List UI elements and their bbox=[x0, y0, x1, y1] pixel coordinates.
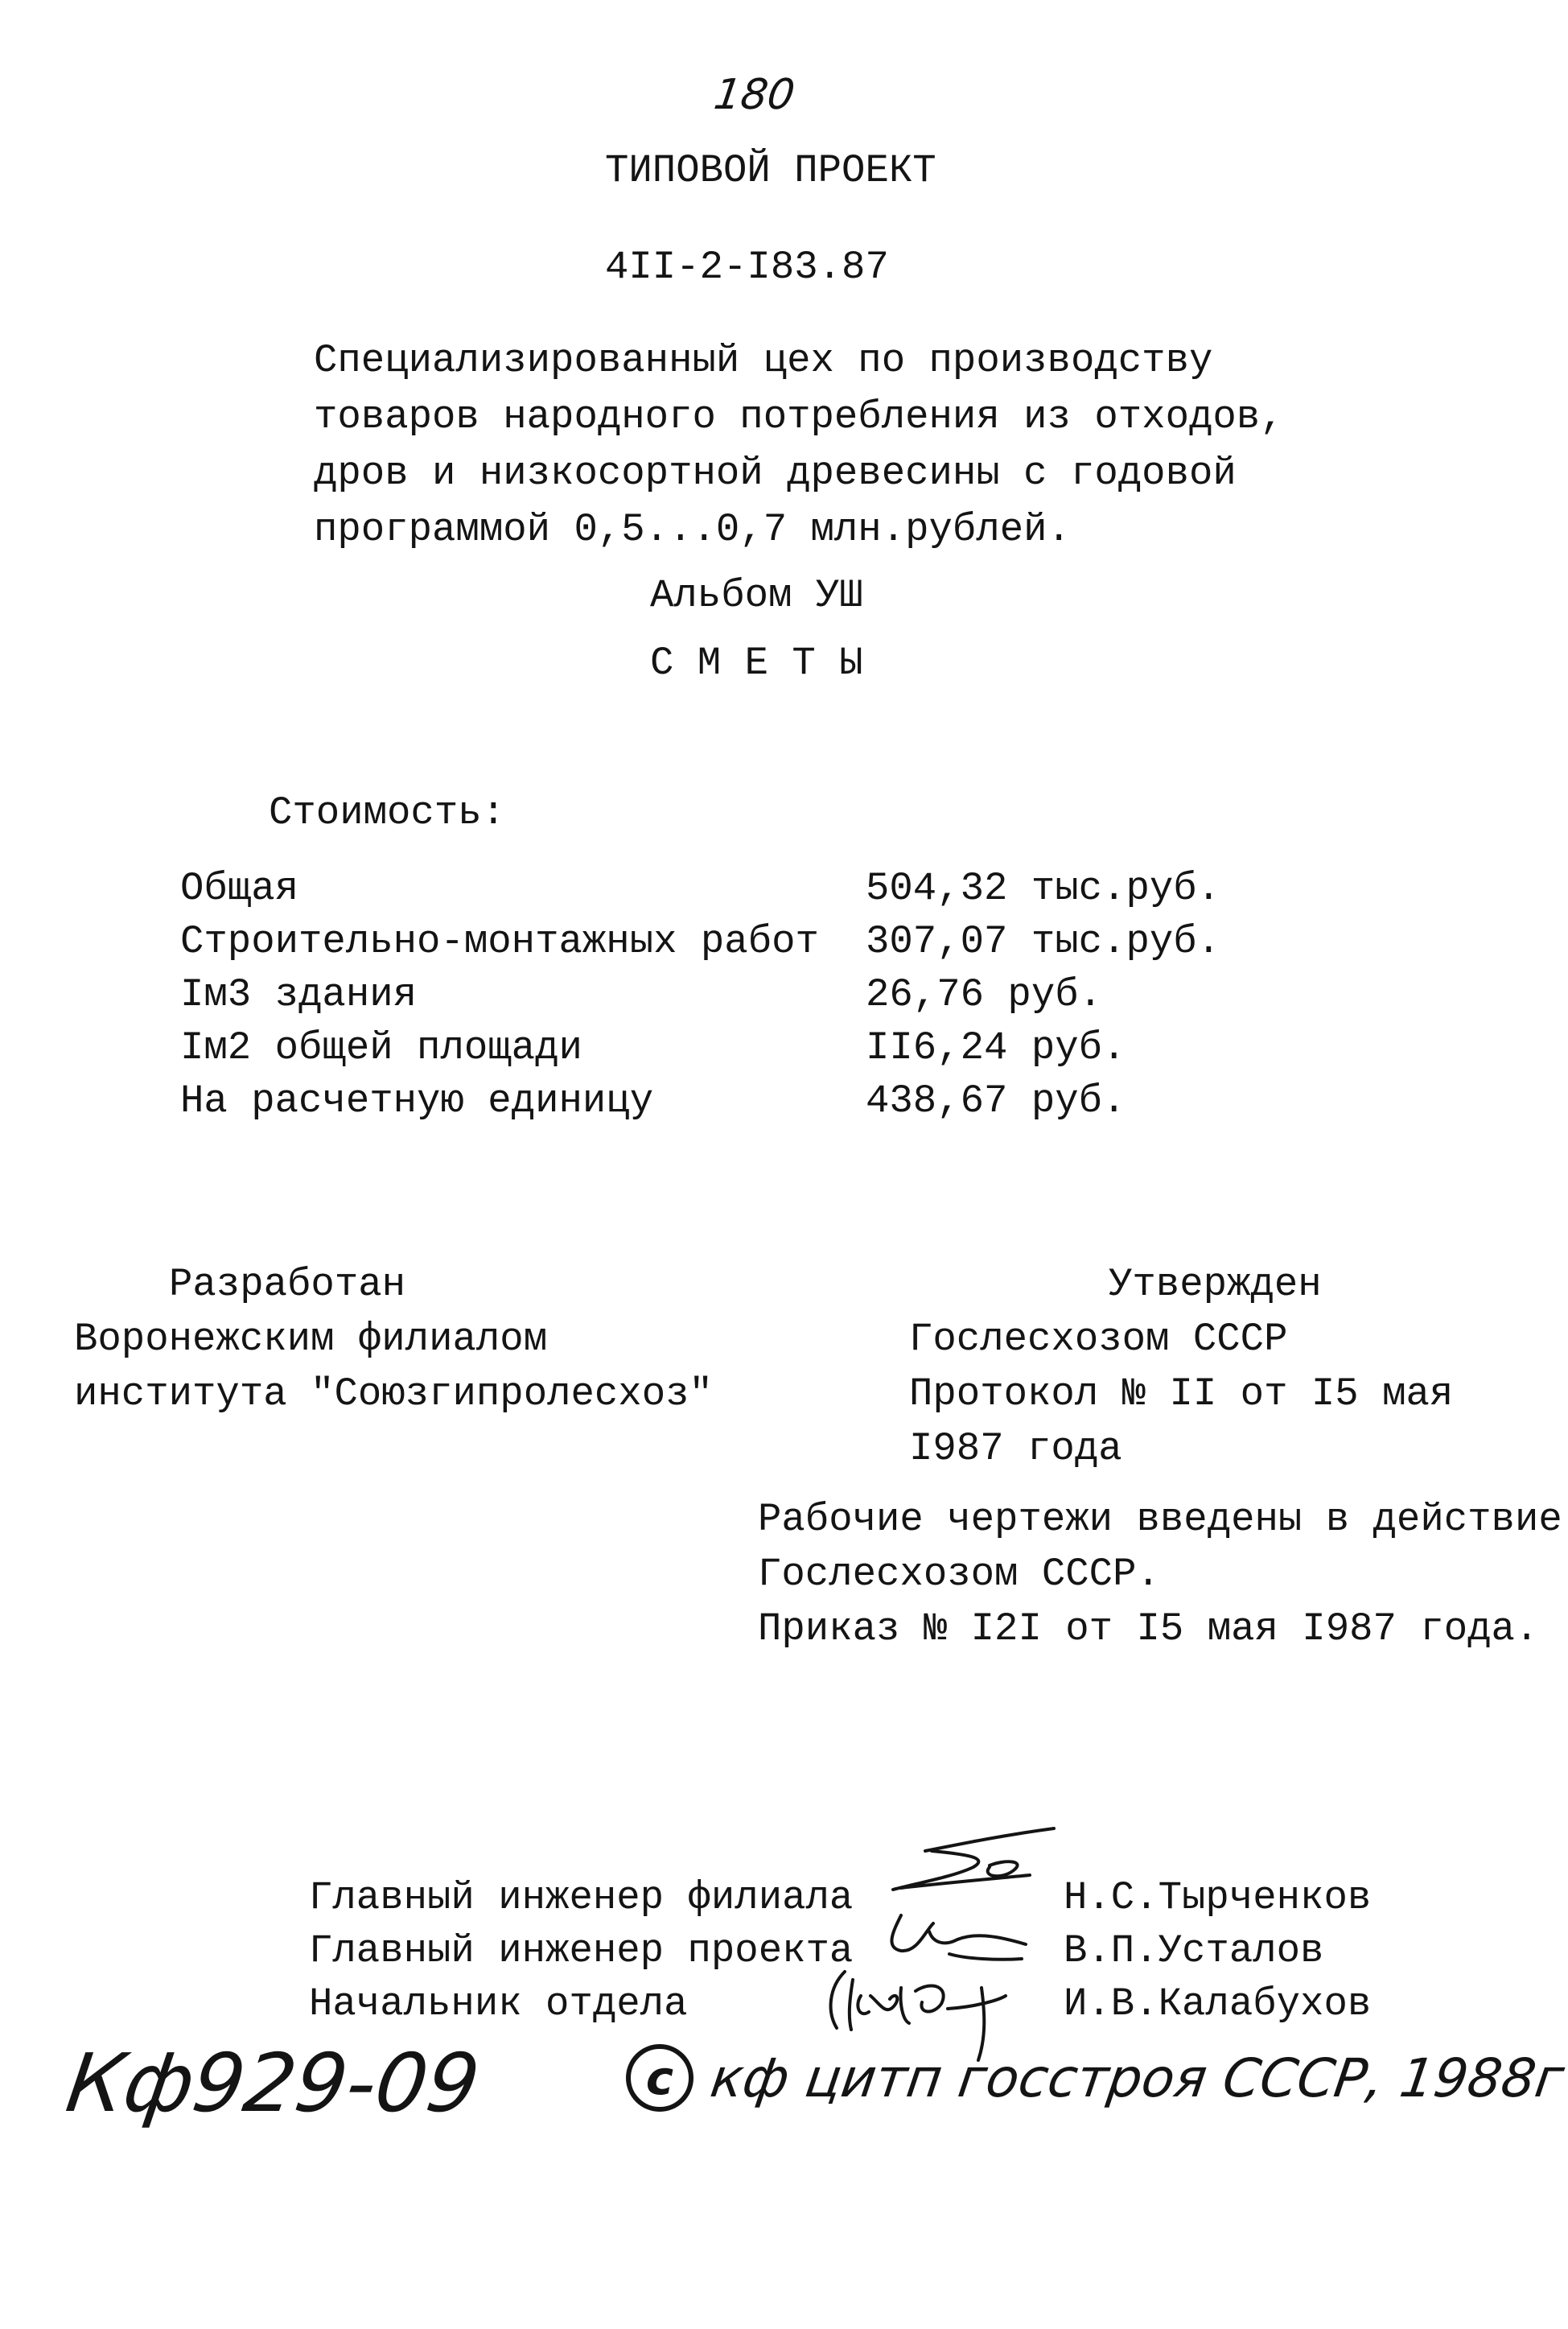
developed-line: Воронежским филиалом bbox=[74, 1317, 548, 1362]
document-title: ТИПОВОЙ ПРОЕКТ bbox=[605, 148, 936, 193]
signatory-name: В.П.Усталов bbox=[1064, 1928, 1324, 1973]
stamp-number: Кф929-09 bbox=[60, 2036, 485, 2130]
approved-heading: Утвержден bbox=[1109, 1262, 1322, 1307]
cost-value: 26,76 руб. bbox=[866, 972, 1103, 1017]
cost-value: 438,67 руб. bbox=[866, 1078, 1126, 1123]
cost-label: Iм3 здания bbox=[180, 972, 418, 1017]
developed-heading: Разработан bbox=[169, 1262, 406, 1307]
copyright-line bbox=[626, 2044, 1568, 2112]
approved-line: I987 года bbox=[909, 1426, 1122, 1471]
cost-heading: Стоимость: bbox=[269, 790, 506, 835]
section-title: С М Е Т Ы bbox=[650, 641, 863, 686]
description-line: дров и низкосортной древесины с годовой bbox=[314, 451, 1237, 496]
cost-label: На расчетную единицу bbox=[180, 1078, 654, 1123]
copyright-icon: c bbox=[626, 2044, 693, 2112]
approved-line: Гослесхозом СССР bbox=[909, 1317, 1288, 1362]
description-line: товаров народного потребления из отходов, bbox=[314, 394, 1284, 439]
cost-value: 307,07 тыс.руб. bbox=[866, 919, 1221, 964]
cost-label: Общая bbox=[180, 866, 299, 911]
enactment-line: Рабочие чертежи введены в действие bbox=[758, 1497, 1562, 1542]
copyright-text: кф цитп госстроя СССР, 1988г bbox=[706, 2047, 1568, 2109]
approved-line: Протокол № II от I5 мая bbox=[909, 1371, 1454, 1416]
signatory-role: Начальник отдела bbox=[309, 1981, 688, 2026]
signatory-name: Н.С.Тырченков bbox=[1064, 1875, 1372, 1920]
description-line: Специализированный цех по производству bbox=[314, 338, 1213, 383]
signatory-role: Главный инженер проекта bbox=[309, 1928, 854, 1973]
enactment-line: Приказ № I2I от I5 мая I987 года. bbox=[758, 1606, 1539, 1651]
cost-label: Iм2 общей площади bbox=[180, 1025, 582, 1070]
project-code: 4II-2-I83.87 bbox=[605, 245, 889, 290]
cost-value: 504,32 тыс.руб. bbox=[866, 866, 1221, 911]
description-line: программой 0,5...0,7 млн.рублей. bbox=[314, 507, 1071, 552]
signatory-role: Главный инженер филиала bbox=[309, 1875, 854, 1920]
cost-value: II6,24 руб. bbox=[866, 1025, 1126, 1070]
signatory-name: И.В.Калабухов bbox=[1064, 1981, 1372, 2026]
enactment-line: Гослесхозом СССР. bbox=[758, 1552, 1160, 1597]
album-label: Альбом УШ bbox=[650, 573, 863, 618]
cost-label: Строительно-монтажных работ bbox=[180, 919, 819, 964]
developed-line: института "Союзгипролесхоз" bbox=[74, 1371, 713, 1416]
page-number: 180 bbox=[710, 71, 798, 119]
